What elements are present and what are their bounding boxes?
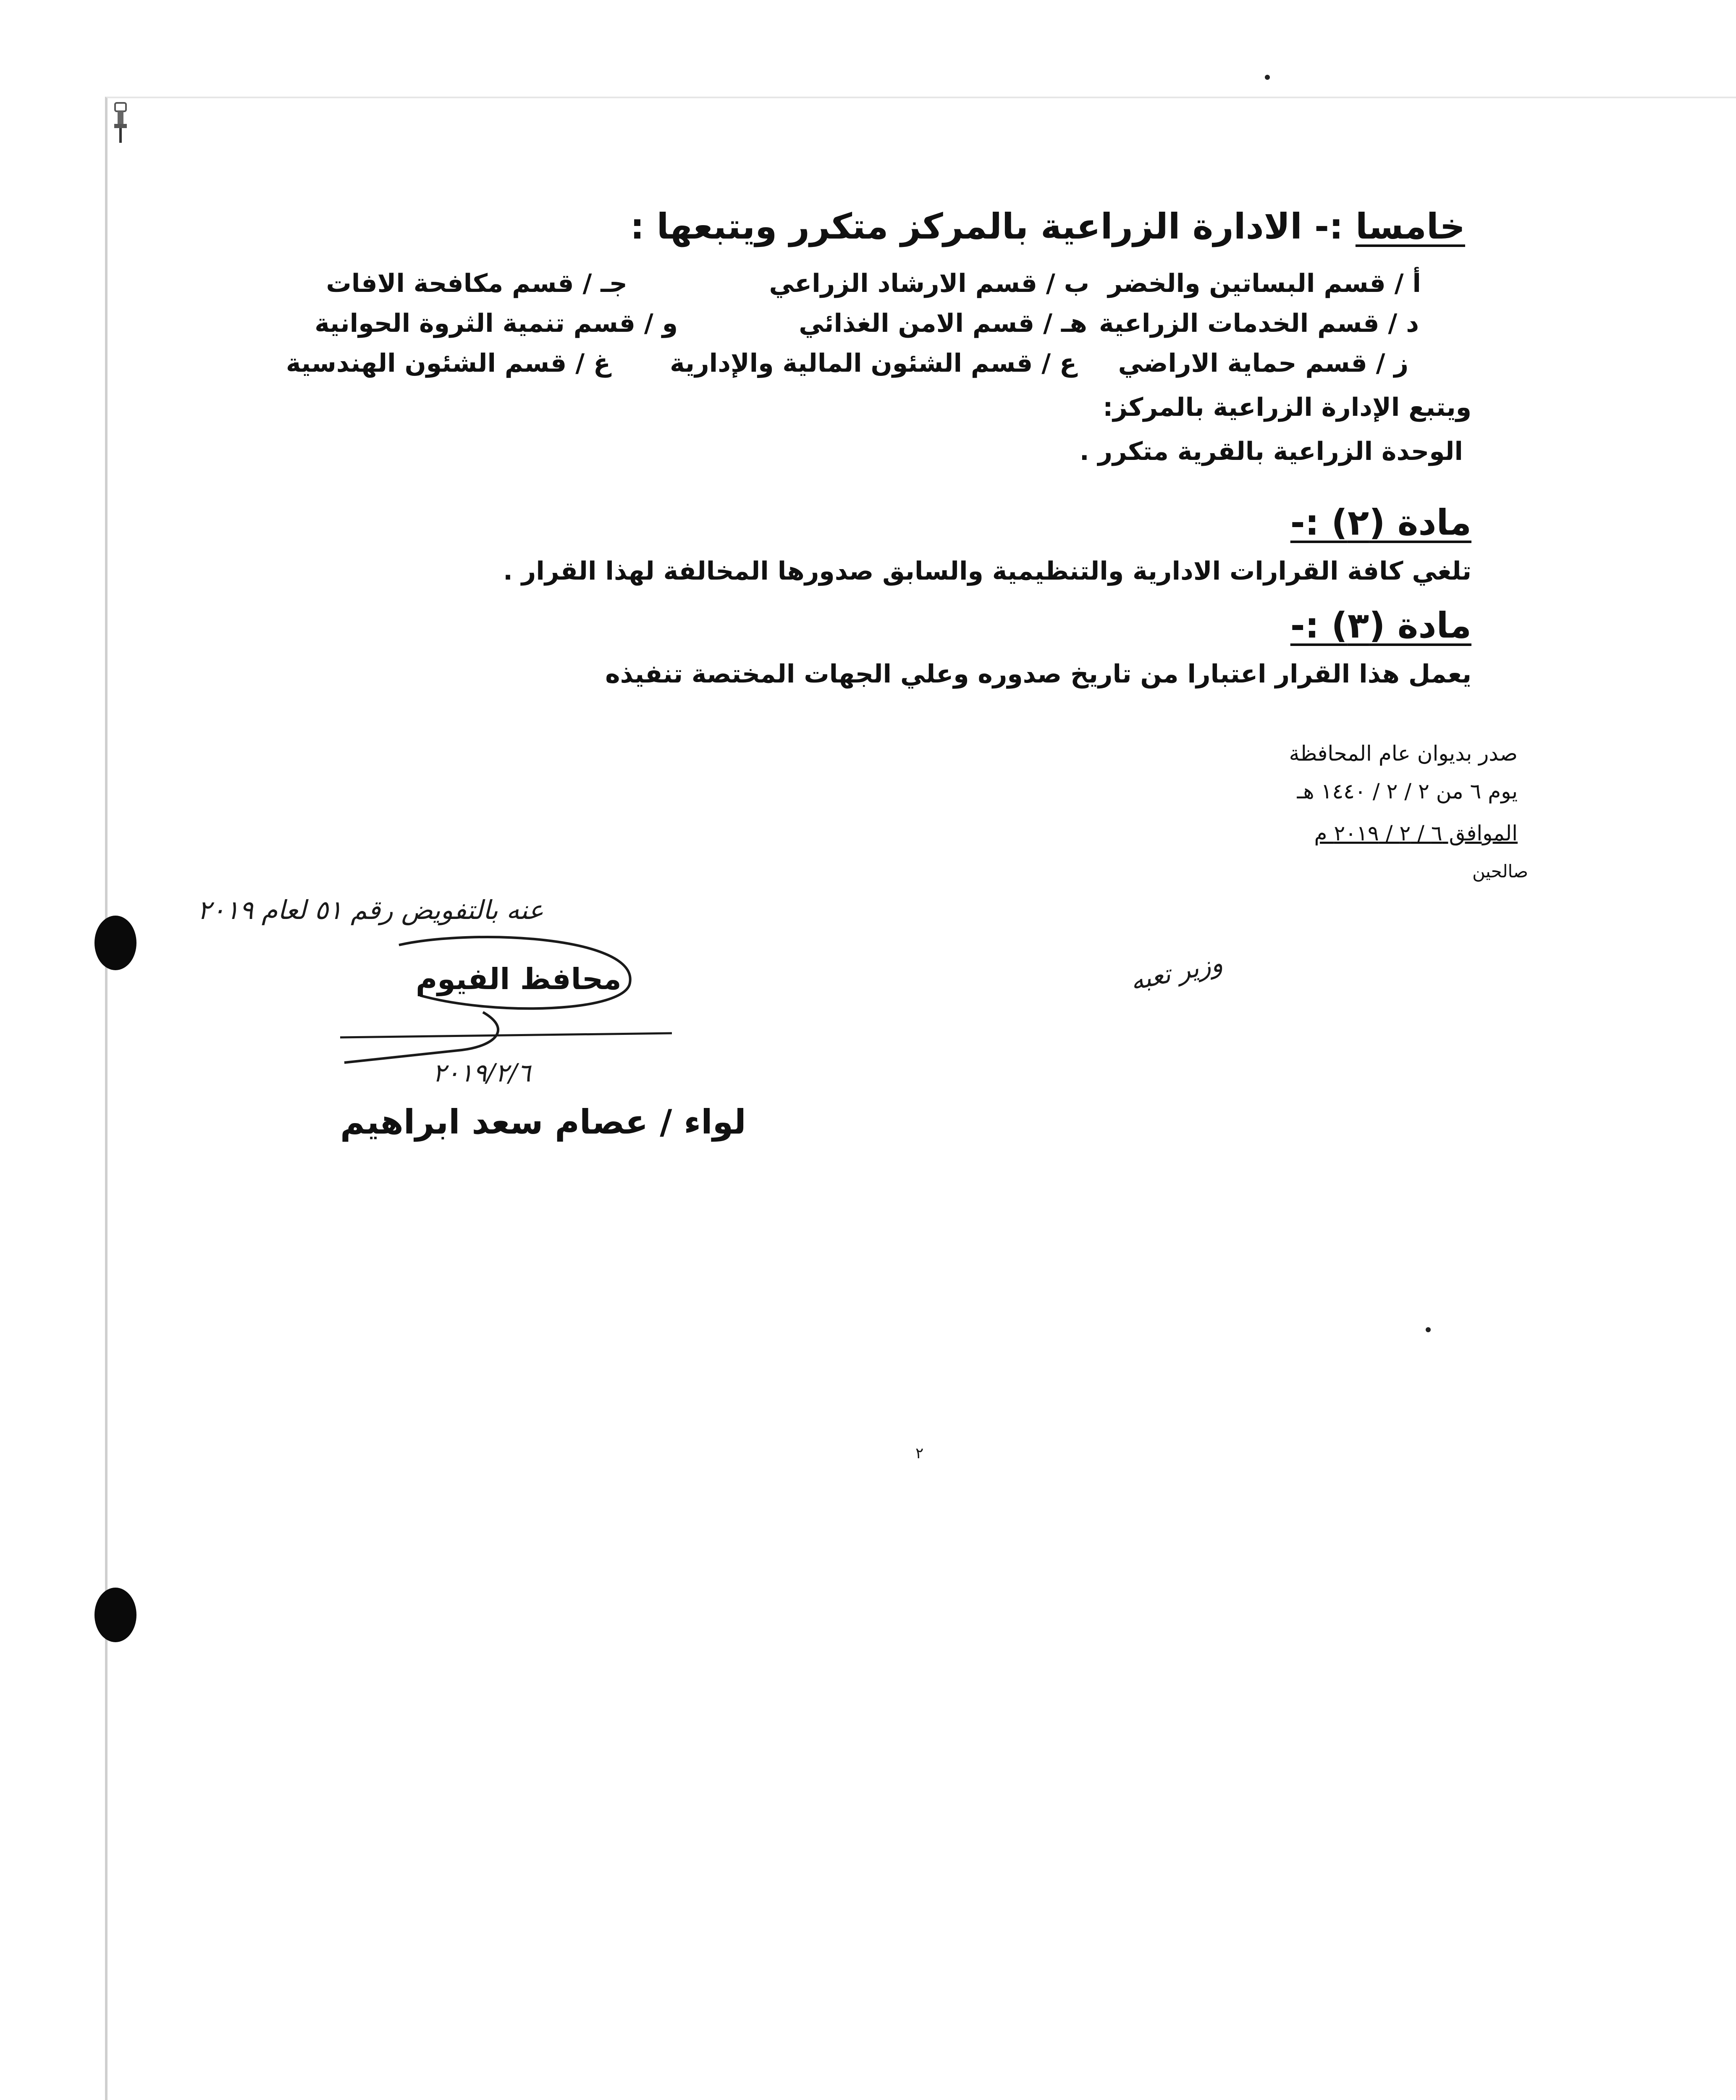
- section-five-label: خامسا: [1355, 206, 1465, 247]
- pushpin-icon: [110, 101, 131, 147]
- issued-gregorian-date: الموافق ٦ / ٢ / ٢٠١٩ م: [1314, 821, 1518, 845]
- dept-row3-col3: غ / قسم الشئون الهندسية: [286, 349, 611, 378]
- section-five-heading: [630, 206, 1465, 247]
- handwritten-note: وزير تعبه: [1128, 948, 1225, 997]
- signatory-name: لواء / عصام سعد ابراهيم: [340, 1102, 746, 1142]
- article-3-text: يعمل هذا القرار اعتبارا من تاريخ صدوره وعلي الجهات المختصة تنفيذه: [605, 659, 1471, 689]
- article-2-text: تلغي كافة القرارات الادارية والتنظيمية والسابق صدورها المخالفة لهذا القرار .: [503, 556, 1471, 586]
- dept-row3-col1: ز / قسم حماية الاراضي: [1118, 349, 1408, 378]
- issued-place: صدر بديوان عام المحافظة: [1289, 741, 1518, 766]
- speck: [1265, 75, 1270, 80]
- dept-row3-col2: ع / قسم الشئون المالية والإدارية: [670, 349, 1077, 378]
- page-number-middle: ٢: [915, 1445, 924, 1462]
- signature-date: ٢٠١٩/٢/٦: [433, 1058, 531, 1088]
- dept-row2-col3: و / قسم تنمية الثروة الحوانية: [315, 309, 678, 338]
- bleed-through-text: [621, 1283, 1251, 1329]
- dept-row1-col2: ب / قسم الارشاد الزراعي: [769, 269, 1089, 298]
- dept-row1-col3: جـ / قسم مكافحة الافات: [326, 269, 627, 298]
- dept-row1-col1: أ / قسم البساتين والخضر: [1108, 269, 1421, 298]
- signatory-title: محافظ الفيوم: [416, 962, 621, 996]
- page-frame: [105, 97, 1736, 2100]
- issued-hijri-date: يوم ٦ من ٢ / ٢ / ١٤٤٠ هـ: [1297, 779, 1518, 803]
- follows-label: ويتبع الإدارة الزراعية بالمركز:: [1103, 393, 1471, 422]
- article-3-label: مادة (٣) :-: [1290, 605, 1471, 646]
- article-2-label: مادة (٢) :-: [1290, 502, 1471, 543]
- dept-row2-col1: د / قسم الخدمات الزراعية: [1099, 309, 1419, 338]
- punch-hole-lower: [94, 1588, 136, 1642]
- article-2-heading: [1290, 502, 1471, 543]
- dept-row2-col2: هـ / قسم الامن الغذائي: [799, 309, 1087, 338]
- issued-sign-label: صالحين: [1472, 861, 1528, 882]
- punch-hole-upper: [94, 916, 136, 970]
- section-five-intro: :- الادارة الزراعية بالمركز متكرر ويتبعها :: [630, 206, 1343, 247]
- delegation-handwritten: عنه بالتفويض رقم ٥١ لعام ٢٠١٩: [197, 895, 544, 925]
- village-unit: الوحدة الزراعية بالقرية متكرر .: [1079, 437, 1463, 466]
- article-3-heading: [1290, 605, 1471, 646]
- speck: [1426, 1327, 1431, 1332]
